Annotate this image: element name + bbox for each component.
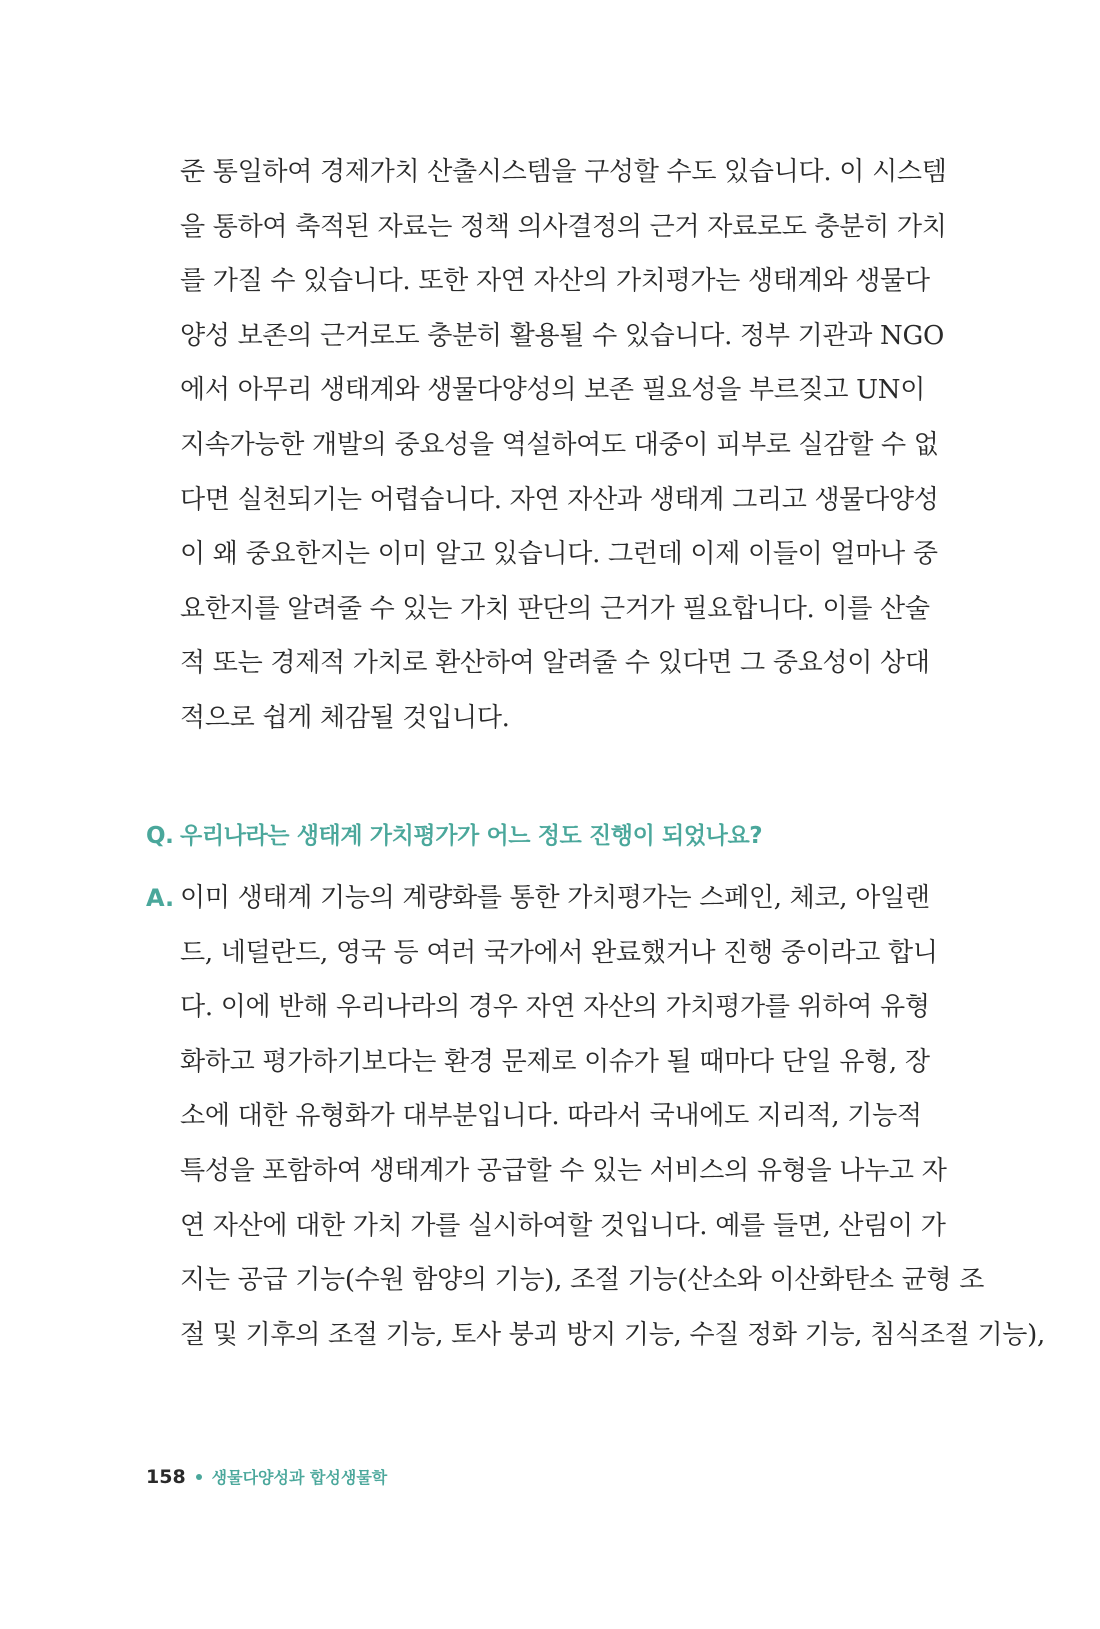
body-line: 다면 실천되기는 어렵습니다. 자연 자산과 생태계 그리고 생물다양성 (180, 484, 939, 515)
answer-line: 이미 생태계 기능의 계량화를 통한 가치평가는 스페인, 체코, 아일랜 (180, 883, 930, 913)
body-line: 을 통하여 축적된 자료는 정책 의사결정의 근거 자료로도 충분히 가치 (180, 211, 947, 242)
page-number: 158 (146, 1466, 186, 1488)
question-heading (146, 816, 762, 856)
body-line: 적 또는 경제적 가치로 환산하여 알려줄 수 있다면 그 중요성이 상대 (180, 648, 930, 679)
question-marker: Q. (146, 823, 174, 849)
page-footer (146, 1462, 387, 1492)
question-text: 우리나라는 생태계 가치평가가 어느 정도 진행이 되었나요? (180, 823, 763, 849)
body-line: 에서 아무리 생태계와 생물다양성의 보존 필요성을 부르짖고 UN이 (180, 375, 926, 406)
answer-line: 소에 대한 유형화가 대부분입니다. 따라서 국내에도 지리적, 기능적 (180, 1101, 922, 1132)
body-line: 를 가질 수 있습니다. 또한 자연 자산의 가치평가는 생태계와 생물다 (180, 266, 930, 297)
answer-line: 절 및 기후의 조절 기능, 토사 붕괴 방지 기능, 수질 정화 기능, 침식조절 기능), (180, 1319, 1045, 1350)
body-line: 지속가능한 개발의 중요성을 역설하여도 대중이 피부로 실감할 수 없 (180, 429, 939, 460)
answer-paragraph (180, 871, 1045, 1362)
body-paragraph (180, 145, 947, 746)
answer-marker: A. (146, 884, 175, 912)
answer-line: 다. 이에 반해 우리나라의 경우 자연 자산의 가치평가를 위하여 유형 (180, 992, 930, 1023)
body-line: 이 왜 중요한지는 이미 알고 있습니다. 그런데 이제 이들이 얼마나 중 (180, 539, 938, 570)
answer-line: 특성을 포함하여 생태계가 공급할 수 있는 서비스의 유형을 나누고 자 (180, 1155, 947, 1186)
bullet-dot-icon (196, 1474, 202, 1480)
answer-line: 연 자산에 대한 가치 가를 실시하여할 것입니다. 예를 들면, 산림이 가 (180, 1210, 946, 1241)
body-line: 적으로 쉽게 체감될 것입니다. (180, 702, 510, 733)
body-line: 양성 보존의 근거로도 충분히 활용될 수 있습니다. 정부 기관과 NGO (180, 320, 944, 351)
answer-line: 화하고 평가하기보다는 환경 문제로 이슈가 될 때마다 단일 유형, 장 (180, 1046, 930, 1077)
body-line: 준 통일하여 경제가치 산출시스템을 구성할 수도 있습니다. 이 시스템 (180, 157, 947, 187)
body-line: 요한지를 알려줄 수 있는 가치 판단의 근거가 필요합니다. 이를 산술 (180, 593, 930, 624)
answer-line: 드, 네덜란드, 영국 등 여러 국가에서 완료했거나 진행 중이라고 합니 (180, 937, 938, 968)
answer-line: 지는 공급 기능(수원 함양의 기능), 조절 기능(산소와 이산화탄소 균형 조 (180, 1265, 985, 1296)
book-title: 생물다양성과 합성생물학 (211, 1468, 388, 1487)
